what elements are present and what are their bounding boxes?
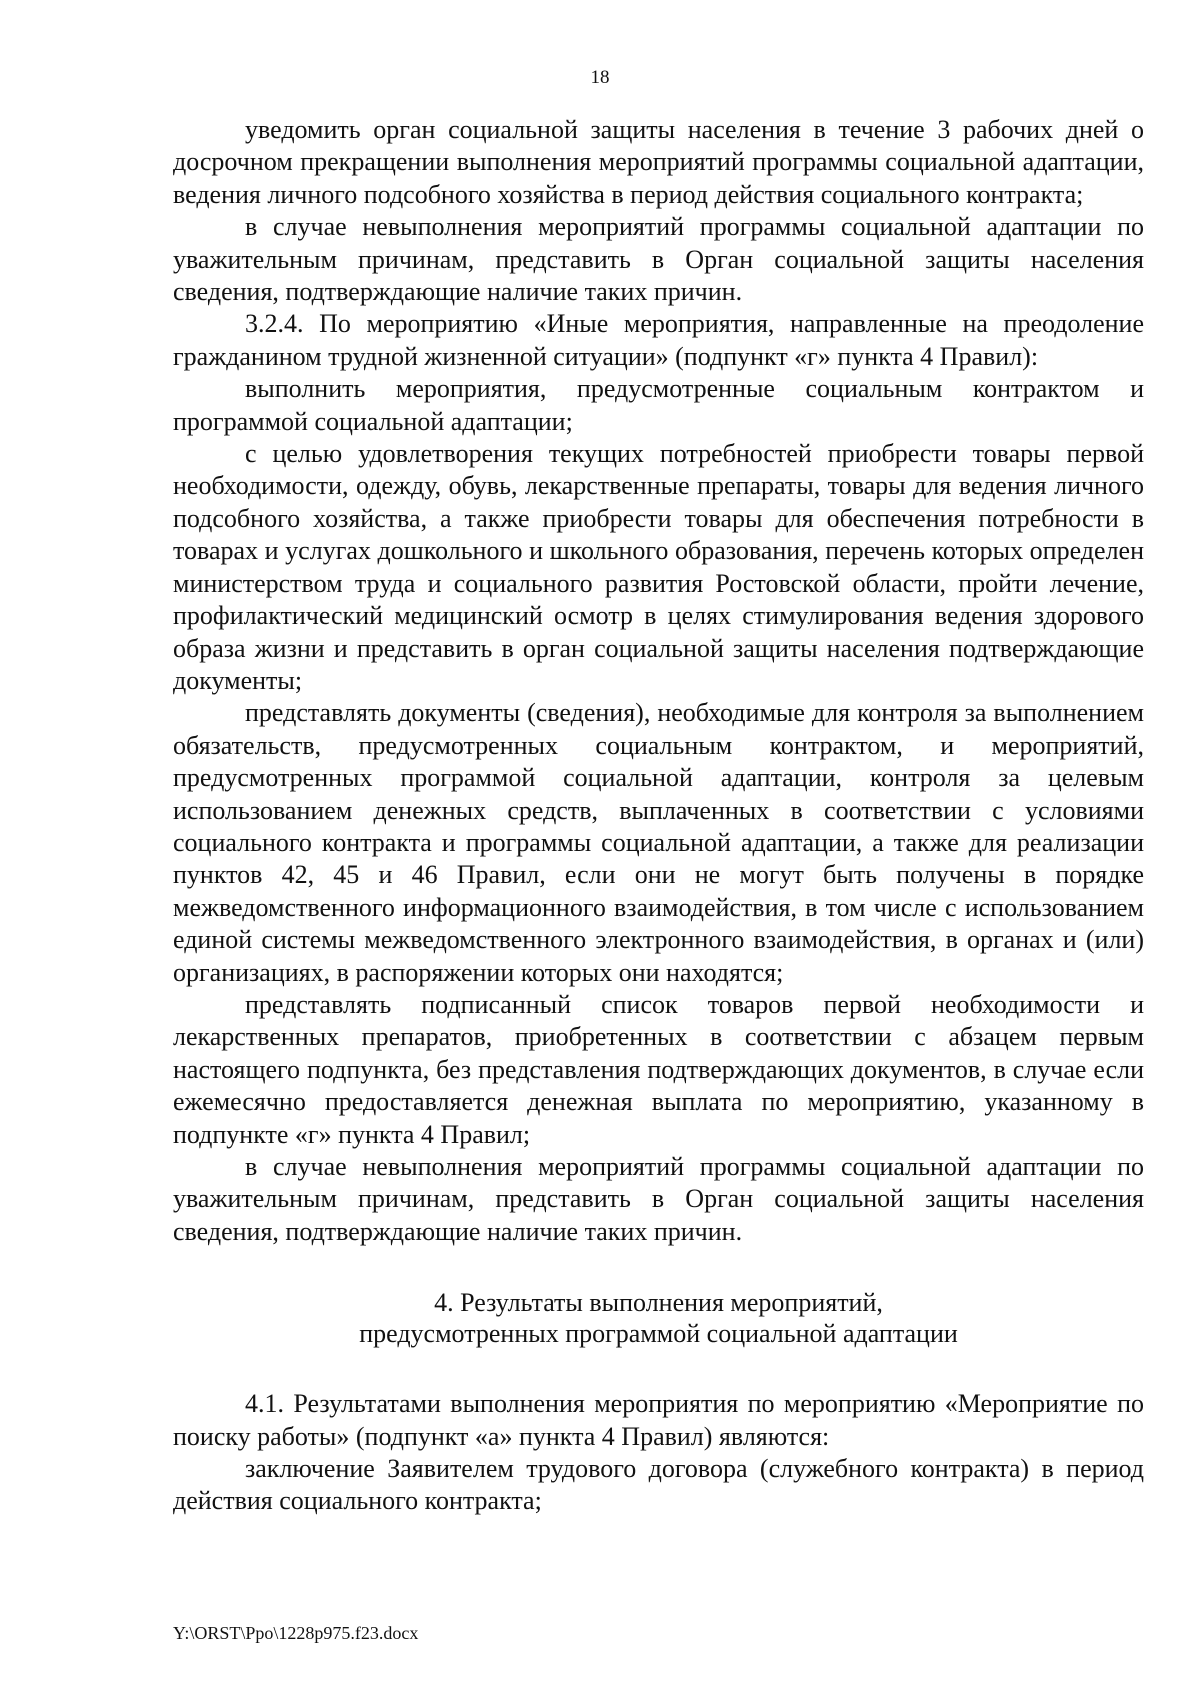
section-heading-line-2: предусмотренных программой социальной адаптации (359, 1319, 958, 1349)
paragraph: с целью удовлетворения текущих потребностей приобрести товары первой необходимости, одежду, обувь, лекарственные препараты, товары для ведения личного подсобного хозяйства, а также приобрести товары для обеспечения потребности в товарах и услугах дошкольного и школьного образования, перечень которых определен министерством труда и социального развития Ростовской области, пройти лечение, профилактический медицинский осмотр в целях стимулирования ведения здорового образа жизни и представить в орган социальной защиты населения подтверждающие документы; (173, 439, 1144, 695)
paragraph: уведомить орган социальной защиты населения в течение 3 рабочих дней о досрочном прекращении выполнения мероприятий программы социальной адаптации, ведения личного подсобного хозяйства в период действия социального контракта; (173, 115, 1144, 209)
page-number: 18 (590, 67, 610, 88)
document-body (173, 114, 1144, 1518)
paragraph: заключение Заявителем трудового договора (служебного контракта) в период действия социального контракта; (173, 1454, 1144, 1516)
section-heading (173, 1287, 1144, 1349)
paragraph: в случае невыполнения мероприятий программы социальной адаптации по уважительным причинам, представить в Орган социальной защиты населения сведения, подтверждающие наличие таких причин. (173, 1152, 1144, 1246)
paragraph-4-1: 4.1. Результатами выполнения мероприятия по мероприятию «Мероприятие по поиску работы» (подпункт «а» пункта 4 Правил) являются: (173, 1389, 1144, 1451)
paragraph-3-2-4: 3.2.4. По мероприятию «Иные мероприятия, направленные на преодоление гражданином трудной жизненной ситуации» (подпункт «г» пункта 4 Правил): (173, 309, 1144, 371)
paragraph: в случае невыполнения мероприятий программы социальной адаптации по уважительным причинам, представить в Орган социальной защиты населения сведения, подтверждающие наличие таких причин. (173, 212, 1144, 307)
paragraph: представлять документы (сведения), необходимые для контроля за выполнением обязательств, предусмотренных социальным контрактом, и мероприятий, предусмотренных программой социальной адаптации, контроля за целевым использованием денежных средств, выплаченных в соответствии с условиями социального контракта и программы социальной адаптации, а также для реализации пунктов 42, 45 и 46 Правил, если они не могут быть получены в порядке межведомственного информационного взаимодействия, в том числе с использованием единой системы межведомственного электронного взаимодействия, в органах и (или) организациях, в распоряжении которых они находятся; (173, 698, 1144, 987)
footer-file-path: Y:\ORST\Ppo\1228p975.f23.docx (173, 1623, 419, 1643)
paragraph: представлять подписанный список товаров первой необходимости и лекарственных препаратов, приобретенных в соответствии с абзацем первым настоящего подпункта, без представления подтверждающих документов, в случае если ежемесячно предоставляется денежная выплата по мероприятию, указанному в подпункте «г» пункта 4 Правил; (173, 989, 1144, 1149)
section-heading-line-1: 4. Результаты выполнения мероприятий, (434, 1288, 883, 1318)
paragraph: выполнить мероприятия, предусмотренные социальным контрактом и программой социальной адаптации; (173, 374, 1144, 436)
